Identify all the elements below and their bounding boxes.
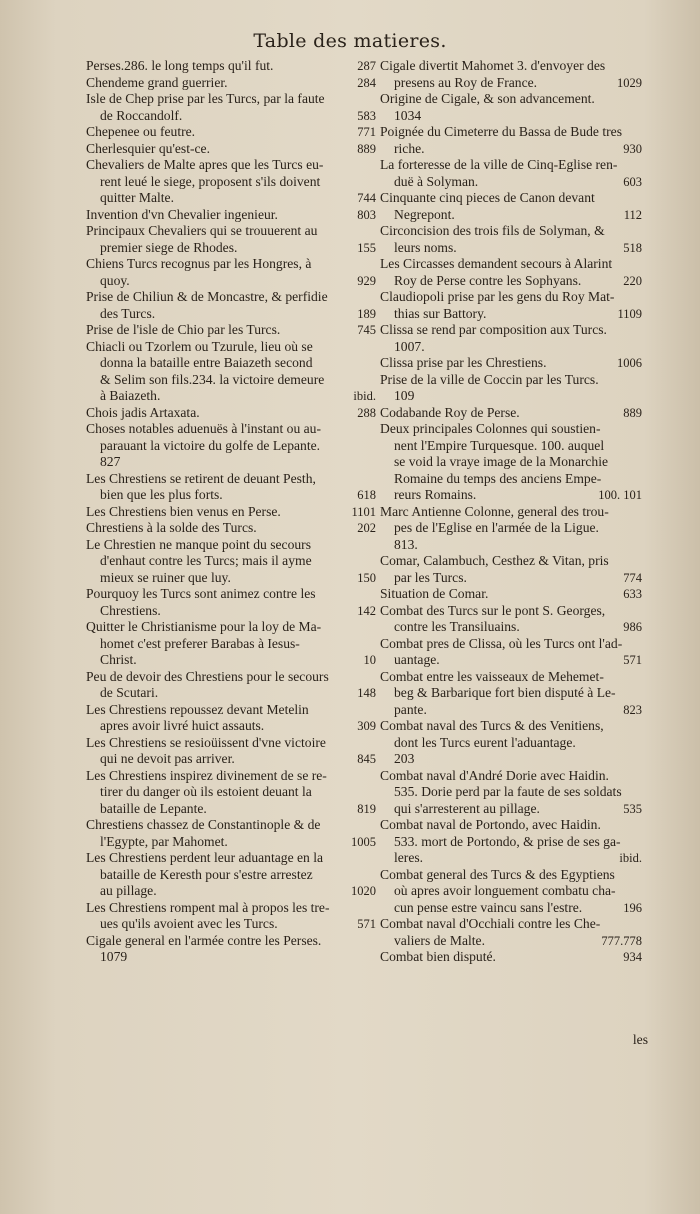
page-reference: 189	[357, 306, 376, 321]
entry-line: Les Chrestiens bien venus en Perse. 1101	[86, 503, 376, 519]
page-reference: 1109	[617, 306, 642, 321]
page-reference: 934	[623, 950, 642, 964]
entry-line: 203	[394, 751, 415, 766]
entry-line: rent leué le siege, proposent s'ils doivent	[100, 173, 321, 189]
entry-line: Situation de Comar. 633	[380, 586, 642, 601]
entry-line: Pourquoy les Turcs sont animez contre les	[86, 586, 316, 601]
page-reference: 196	[623, 900, 642, 915]
entry-line: Christ. 10	[100, 652, 376, 667]
page-reference: 777.778	[601, 933, 642, 948]
index-entry	[86, 421, 376, 471]
catchword: les	[632, 1032, 648, 1047]
index-entry	[86, 124, 376, 141]
entry-line: Chrestiens à la solde des Turcs. 202	[86, 520, 376, 535]
page-reference: ibid.	[353, 389, 376, 403]
entry-line: Combat bien disputé. 934	[380, 949, 642, 964]
entry-line: Chendeme grand guerrier. 284	[86, 74, 376, 90]
index-entry	[86, 157, 376, 207]
index-entry	[86, 75, 376, 92]
entry-line: Chois jadis Artaxata. 288	[86, 404, 376, 420]
entry-line: Chrestiens chassez de Constantinople & de	[86, 817, 321, 832]
entry-line: de Roccandolf. 583	[100, 107, 376, 123]
page-reference: 774	[623, 570, 642, 585]
index-entry	[380, 768, 642, 818]
page-reference: 148	[357, 686, 376, 700]
page-reference: 744	[357, 191, 376, 205]
entry-line: Perses.286. le long temps qu'il fut. 287	[86, 58, 376, 73]
page-reference: 930	[623, 141, 642, 156]
page-reference: 603	[623, 174, 642, 189]
index-entry	[380, 504, 642, 554]
entry-line: Negrepont. 112	[394, 206, 642, 222]
page-reference: 845	[357, 752, 376, 766]
entry-line: pes de l'Eglise en l'armée de la Ligue.	[394, 520, 599, 535]
index-entry	[380, 669, 642, 719]
index-entry	[380, 867, 642, 917]
index-entry	[86, 58, 376, 75]
entry-line: à Baiazeth. ibid.	[100, 388, 376, 403]
entry-line: dont les Turcs eurent l'aduantage.	[394, 734, 576, 750]
entry-line: Combat general des Turcs & des Egyptiens	[380, 866, 615, 882]
entry-line: bataille de Keresth pour s'estre arrestez	[100, 866, 313, 882]
entry-line: Choses notables aduenuës à l'instant ou au-	[86, 421, 322, 436]
page-reference: 100. 101	[598, 488, 642, 502]
index-entry	[380, 157, 642, 190]
page-reference: 202	[357, 521, 376, 535]
index-entry	[86, 207, 376, 224]
index-entry	[86, 141, 376, 158]
entry-line: homet c'est preferer Barabas à Iesus-	[100, 635, 300, 651]
page-reference: 889	[623, 405, 642, 420]
index-entry	[380, 256, 642, 289]
index-entry	[380, 58, 642, 91]
entry-line: Codabande Roy de Perse. 889	[380, 404, 642, 420]
entry-line: Peu de devoir des Chrestiens pour le secours	[86, 668, 329, 684]
index-entry	[380, 289, 642, 322]
entry-line: des Turcs. 189	[100, 305, 376, 321]
entry-line: mieux se ruiner que luy. 150	[100, 569, 376, 585]
entry-line: Combat naval d'Occhiali contre les Che-	[380, 916, 601, 931]
entry-line: 1079	[100, 949, 128, 964]
entry-line: Roy de Perse contre les Sophyans. 220	[394, 272, 642, 288]
index-entry	[86, 537, 376, 587]
entry-line: contre les Transiluains. 986	[394, 619, 642, 634]
page-reference: 220	[623, 273, 642, 288]
index-entry	[380, 190, 642, 223]
index-entry	[380, 405, 642, 422]
index-entry	[86, 289, 376, 322]
entry-line: 535. Dorie perd par la faute de ses soldats	[394, 784, 622, 799]
page-title: Table des matieres.	[253, 30, 447, 52]
page-reference: 1029	[617, 75, 642, 90]
entry-line: beg & Barbarique fort bien disputé à Le-	[394, 685, 616, 700]
index-entry	[380, 372, 642, 405]
entry-line: Circoncision des trois fils de Solyman, &	[380, 223, 605, 238]
page-reference: 633	[623, 587, 642, 601]
entry-line: Combat entre les vaisseaux de Mehemet-	[380, 668, 604, 684]
entry-line: pante. 823	[394, 701, 642, 717]
entry-line: Chiacli ou Tzorlem ou Tzurule, lieu où se	[86, 338, 313, 354]
index-entry	[380, 421, 642, 504]
index-entry	[380, 817, 642, 867]
page-reference: 518	[623, 240, 642, 255]
entry-line: uantage. 571	[394, 652, 642, 667]
entry-line: Deux principales Colonnes qui soustien-	[380, 421, 601, 436]
index-entry	[86, 223, 376, 256]
page-reference: 309	[357, 719, 376, 733]
index-entry	[86, 850, 376, 900]
index-entry	[86, 256, 376, 289]
entry-line: nent l'Empire Turquesque. 100. auquel	[394, 437, 605, 453]
entry-line: Cinquante cinq pieces de Canon devant	[380, 190, 595, 205]
entry-line: presens au Roy de France. 1029	[394, 74, 642, 90]
entry-line: Le Chrestien ne manque point du secours	[86, 536, 311, 552]
page-reference: 10	[363, 653, 376, 667]
index-entry	[380, 916, 642, 949]
entry-line: valiers de Malte. 777.778	[394, 932, 642, 948]
entry-line: cun pense estre vaincu sans l'estre. 196	[394, 899, 642, 915]
index-entry	[86, 900, 376, 933]
entry-line: par les Turcs. 774	[394, 569, 642, 585]
entry-line: Marc Antienne Colonne, general des trou-	[380, 503, 609, 519]
page-reference: 288	[357, 405, 376, 420]
entry-line: reurs Romains. 100. 101	[394, 487, 642, 502]
entry-line: quoy. 929	[100, 272, 376, 288]
entry-line: Combat pres de Clissa, où les Turcs ont l'ad-	[380, 635, 623, 651]
index-entry	[380, 603, 642, 636]
entry-line: Poignée du Cimeterre du Bassa de Bude tres	[380, 124, 622, 139]
index-entry	[86, 619, 376, 669]
entry-line: Cherlesquier qu'est-ce. 889	[86, 140, 376, 156]
page-reference: 535	[623, 801, 642, 816]
page-reference: 745	[357, 323, 376, 337]
page-reference: 150	[357, 570, 376, 585]
entry-line: apres avoir livré huict assauts. 309	[100, 718, 376, 733]
index-entry	[380, 322, 642, 355]
entry-line: Invention d'vn Chevalier ingenieur. 803	[86, 206, 376, 222]
entry-line: Chiens Turcs recognus par les Hongres, à	[86, 256, 312, 271]
entry-line: 813.	[394, 536, 418, 552]
entry-line: thias sur Battory. 1109	[394, 305, 642, 321]
entry-line: Cigale general en l'armée contre les Perses.	[86, 932, 322, 948]
entry-line: premier siege de Rhodes. 155	[100, 239, 376, 255]
entry-line: Chepenee ou feutre. 771	[86, 124, 376, 139]
index-entry	[86, 817, 376, 850]
page-reference: 823	[623, 702, 642, 717]
entry-line: 827	[100, 454, 121, 469]
page-reference: 929	[357, 273, 376, 288]
entry-line: Combat des Turcs sur le pont S. Georges,	[380, 602, 606, 618]
page-reference: 155	[357, 240, 376, 255]
entry-line: 1034	[394, 107, 422, 123]
index-entry	[86, 471, 376, 504]
entry-line: La forteresse de la ville de Cinq-Eglise ren-	[380, 157, 618, 172]
index-entry	[86, 339, 376, 405]
entry-line: 1007.	[394, 338, 425, 354]
page-reference: ibid.	[619, 851, 642, 865]
entry-line: Cigale divertit Mahomet 3. d'envoyer des	[380, 58, 606, 73]
entry-line: où apres avoir longuement combatu cha-	[394, 883, 616, 898]
page-reference: 819	[357, 801, 376, 816]
entry-line: qui s'arresterent au pillage. 535	[394, 800, 642, 816]
page-reference: 1101	[351, 504, 376, 519]
entry-line: Clissa prise par les Chrestiens. 1006	[380, 355, 642, 370]
index-entry	[380, 949, 642, 966]
entry-line: Quitter le Christianisme pour la loy de Ma-	[86, 619, 322, 634]
entry-line: Les Chrestiens perdent leur aduantage en la	[86, 850, 324, 865]
entry-line: Comar, Calambuch, Cesthez & Vitan, pris	[380, 553, 609, 568]
index-entry	[380, 355, 642, 372]
index-entry	[86, 735, 376, 768]
page-reference: 986	[623, 620, 642, 634]
index-entry	[380, 586, 642, 603]
index-entry	[86, 405, 376, 422]
entry-line: riche. 930	[394, 140, 642, 156]
index-entry	[380, 553, 642, 586]
entry-line: d'enhaut contre les Turcs; mais il ayme	[100, 553, 312, 568]
entry-line: Les Chrestiens inspirez divinement de se re-	[86, 767, 327, 783]
entry-line: parauant la victoire du golfe de Lepante.	[100, 437, 321, 453]
index-entry	[86, 768, 376, 818]
index-entry	[86, 322, 376, 339]
index-entry	[86, 504, 376, 521]
entry-line: Chrestiens. 142	[100, 602, 376, 618]
entry-line: Romaine du temps des anciens Empe-	[394, 470, 602, 486]
entry-line: Les Circasses demandent secours à Alarint	[380, 256, 613, 271]
index-entry	[380, 223, 642, 256]
entry-line: Combat naval des Turcs & des Venitiens,	[380, 718, 604, 733]
page-reference: 571	[357, 917, 376, 931]
entry-line: Les Chrestiens rompent mal à propos les tre-	[86, 899, 330, 915]
page-reference: 284	[357, 75, 376, 90]
index-entry	[380, 718, 642, 768]
index-entry	[86, 702, 376, 735]
index-entry	[86, 586, 376, 619]
index-column-right	[380, 58, 642, 966]
entry-line: de Scutari. 148	[100, 685, 376, 700]
entry-line: Principaux Chevaliers qui se trouuerent au	[86, 223, 318, 238]
entry-line: au pillage. 1020	[100, 883, 376, 898]
entry-line: Les Chrestiens se retirent de deuant Pesth,	[86, 470, 316, 486]
entry-line: Isle de Chep prise par les Turcs, par la faute	[86, 91, 325, 106]
page-reference: 287	[357, 59, 376, 73]
entry-line: l'Egypte, par Mahomet. 1005	[100, 833, 376, 849]
entry-line: ues qu'ils avoient avec les Turcs. 571	[100, 916, 376, 931]
index-column-left	[86, 58, 376, 966]
entry-line: leurs noms. 518	[394, 239, 642, 255]
entry-line: duë à Solyman. 603	[394, 173, 642, 189]
page-reference: 571	[623, 653, 642, 667]
page-reference: 1020	[351, 884, 376, 898]
entry-line: bien que les plus forts. 618	[100, 487, 376, 502]
entry-line: bataille de Lepante. 819	[100, 800, 376, 816]
page-reference: 889	[357, 141, 376, 156]
page-reference: 1005	[351, 834, 376, 849]
entry-line: 109	[394, 388, 415, 403]
page-reference: 803	[357, 207, 376, 222]
entry-line: 533. mort de Portondo, & prise de ses ga-	[394, 833, 621, 849]
page-reference: 1006	[617, 356, 642, 370]
entry-line: tirer du danger où ils estoient deuant la	[100, 784, 312, 799]
entry-line: quitter Malte. 744	[100, 190, 376, 205]
entry-line: Les Chrestiens se resioüissent d'vne victoire	[86, 734, 326, 750]
index-entry	[86, 91, 376, 124]
index-entry	[86, 669, 376, 702]
entry-line: Prise de Chiliun & de Moncastre, & perfidie	[86, 289, 328, 304]
page-reference: 142	[357, 603, 376, 618]
page-reference: 583	[357, 108, 376, 123]
page-reference: 771	[357, 125, 376, 139]
entry-line: & Selim son fils.234. la victoire demeure	[100, 371, 325, 387]
entry-line: se void la vraye image de la Monarchie	[394, 454, 609, 469]
index-entry	[86, 520, 376, 537]
index-entry	[380, 124, 642, 157]
entry-line: Chevaliers de Malte apres que les Turcs eu-	[86, 157, 324, 172]
index-entry	[380, 636, 642, 669]
entry-line: leres. ibid.	[394, 850, 642, 865]
entry-line: Prise de l'isle de Chio par les Turcs. 745	[86, 322, 376, 337]
entry-line: Les Chrestiens repoussez devant Metelin	[86, 701, 309, 717]
entry-line: Prise de la ville de Coccin par les Turcs.	[380, 371, 599, 387]
entry-line: Combat naval de Portondo, avec Haidin.	[380, 817, 601, 832]
page-reference: 618	[357, 488, 376, 502]
page-reference: 112	[623, 207, 642, 222]
entry-line: Origine de Cigale, & son advancement.	[380, 91, 595, 106]
entry-line: donna la bataille entre Baiazeth second	[100, 355, 313, 370]
entry-line: Combat naval d'André Dorie avec Haidin.	[380, 767, 609, 783]
entry-line: qui ne devoit pas arriver. 845	[100, 751, 376, 766]
index-entry	[86, 933, 376, 966]
index-entry	[380, 91, 642, 124]
entry-line: Clissa se rend par composition aux Turcs.	[380, 322, 607, 337]
entry-line: Claudiopoli prise par les gens du Roy Mat-	[380, 289, 615, 304]
